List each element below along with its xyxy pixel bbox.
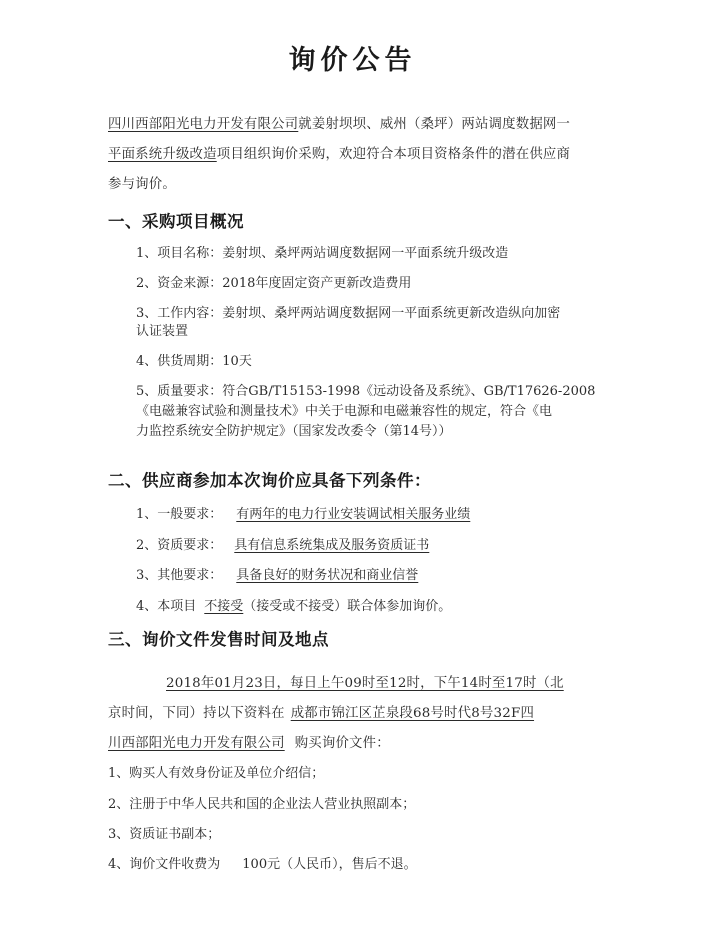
req1-label: 1、一般要求： (136, 507, 223, 522)
req1-value: 有两年的电力行业安装调试相关服务业绩 (236, 507, 471, 522)
section2-req-3 (136, 567, 418, 584)
section3-doc-2: 2、注册于中华人民共和国的企业法人营业执照副本； (108, 797, 416, 812)
intro-line-1 (108, 116, 570, 133)
section1-item-5-line-3: 力监控系统安全防护规定》（国家发改委令（第14号）） (136, 424, 452, 439)
section1-item-4: 4、供货周期：10天 (136, 354, 252, 369)
doc4-prefix: 4、询价文件收费为 (108, 857, 221, 872)
intro-line1-mid: 就姜射坝坝、威州（桑坪）两站调度数据网一 (298, 117, 571, 132)
sale-purpose: 购买询价文件： (294, 736, 390, 751)
section3-time-line-1 (166, 675, 564, 692)
req4-prefix: 4、本项目 (136, 599, 197, 614)
req4-suffix: （接受或不接受）联合体参加询价。 (243, 599, 452, 614)
req2-value: 具有信息系统集成及服务资质证书 (234, 538, 430, 553)
section1-item-2: 2、资金来源：2018年度固定资产更新改造费用 (136, 276, 412, 291)
intro-line-2 (108, 146, 570, 163)
section3-doc-4 (108, 856, 417, 873)
section3-heading: 三、询价文件发售时间及地点 (108, 630, 329, 649)
sale-time: 2018年01月23日，每日上午09时至12时，下午14时至17时（北 (166, 676, 564, 691)
section2-req-1 (136, 506, 470, 523)
section3-doc-1: 1、购买人有效身份证及单位介绍信； (108, 766, 325, 781)
req3-label: 3、其他要求： (136, 568, 223, 583)
section1-item-5-line-1: 5、质量要求：符合GB/T15153-1998《远动设备及系统》、GB/T17626-2008 (136, 384, 596, 399)
sale-company: 川西部阳光电力开发有限公司 (108, 736, 285, 751)
doc4-amount: 100元（人民币），售后不退。 (242, 857, 417, 872)
section1-item-3-line-2: 认证装置 (136, 324, 189, 339)
req4-value: 不接受 (204, 599, 244, 614)
intro-line2-rest: 项目组织询价采购，欢迎符合本项目资格条件的潜在供应商 (216, 147, 571, 162)
section3-doc-3: 3、资质证书副本； (108, 827, 221, 842)
sale-address: 成都市锦江区芷泉段68号时代8号32F四 (290, 706, 535, 721)
section1-item-3-line-1: 3、工作内容：姜射坝、桑坪两站调度数据网一平面系统更新改造纵向加密 (136, 306, 561, 321)
sale-time-cont: 京时间，下同）持以下资料在 (108, 706, 285, 721)
section2-heading: 二、供应商参加本次询价应具备下列条件： (108, 471, 431, 490)
req2-label: 2、资质要求： (136, 538, 223, 553)
intro-project: 平面系统升级改造 (108, 147, 217, 162)
section1-item-1: 1、项目名称：姜射坝、桑坪两站调度数据网一平面系统升级改造 (136, 246, 509, 261)
section3-time-line-3 (108, 735, 390, 752)
page-title: 询价公告 (288, 45, 417, 76)
section1-item-5-line-2: 《电磁兼容试验和测量技术》中关于电源和电磁兼容性的规定，符合《电 (136, 404, 553, 419)
section2-req-2 (136, 537, 429, 554)
section1-heading: 一、采购项目概况 (108, 212, 244, 231)
intro-line-3: 参与询价。 (108, 177, 176, 192)
req3-value: 具备良好的财务状况和商业信誉 (236, 568, 419, 583)
intro-company: 四川西部阳光电力开发有限公司 (108, 117, 299, 132)
section2-req-4 (136, 598, 451, 615)
section3-time-line-2 (108, 705, 534, 722)
